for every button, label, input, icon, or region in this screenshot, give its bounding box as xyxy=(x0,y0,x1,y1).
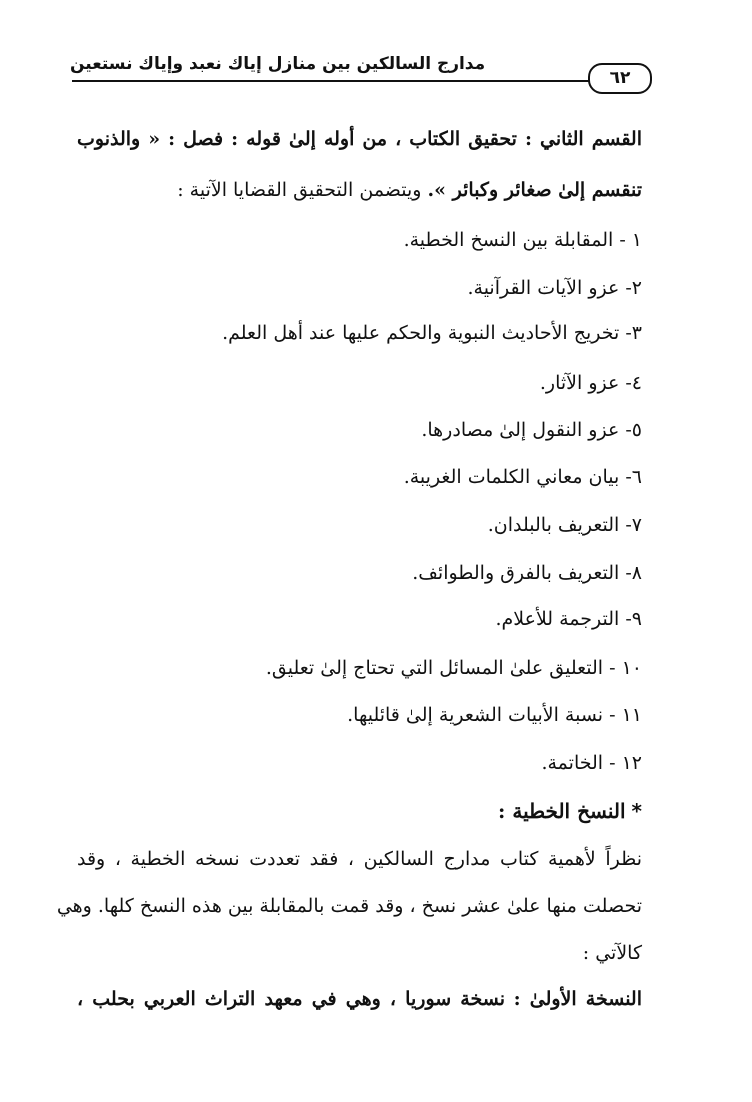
section-intro-description: ويتضمن التحقيق القضايا الآتية : xyxy=(177,179,428,201)
list-item-2: ٢- عزو الآيات القرآنية. xyxy=(467,277,642,299)
header-rule xyxy=(72,80,590,82)
section-intro-title-end: تنقسم إلىٰ صغائر وكبائر ». xyxy=(427,179,642,201)
first-copy-line xyxy=(77,988,642,1011)
page-number: ٦٢ xyxy=(609,68,631,88)
first-copy-text: نسخة سوريا ، وهي في معهد التراث العربي بحلب ، xyxy=(77,988,506,1010)
section-intro-line-1: القسم الثاني : تحقيق الكتاب ، من أوله إلىٰ قوله : فصل : « والذنوب xyxy=(77,128,642,150)
running-title: مدارج السالكين بين منازل إياك نعبد وإياك نستعين xyxy=(70,54,486,74)
list-item-4: ٤- عزو الآثار. xyxy=(539,372,642,394)
manuscripts-heading-text: النسخ الخطية : xyxy=(498,799,626,823)
list-item-8: ٨- التعريف بالفرق والطوائف. xyxy=(412,562,642,584)
manuscripts-paragraph-line-1: نظراً لأهمية كتاب مدارج السالكين ، فقد تعددت نسخه الخطية ، وقد xyxy=(77,848,642,870)
manuscripts-paragraph-line-2: تحصلت منها علىٰ عشر نسخ ، وقد قمت بالمقابلة بين هذه النسخ كلها. وهي xyxy=(56,895,642,917)
star-icon: * xyxy=(631,799,642,823)
section-intro-line-2 xyxy=(77,179,642,202)
first-copy-label: النسخة الأولىٰ : xyxy=(513,988,643,1010)
page-number-frame xyxy=(588,63,652,94)
list-item-10: ١٠ - التعليق علىٰ المسائل التي تحتاج إلىٰ تعليق. xyxy=(265,657,642,679)
list-item-1: ١ - المقابلة بين النسخ الخطية. xyxy=(403,229,642,251)
list-item-7: ٧- التعريف بالبلدان. xyxy=(487,514,642,536)
list-item-11: ١١ - نسبة الأبيات الشعرية إلىٰ قائليها. xyxy=(347,704,642,726)
list-item-3: ٣- تخريج الأحاديث النبوية والحكم عليها عند أهل العلم. xyxy=(222,322,642,344)
list-item-12: ١٢ - الخاتمة. xyxy=(541,752,642,774)
list-item-6: ٦- بيان معاني الكلمات الغريبة. xyxy=(403,466,642,488)
list-item-9: ٩- الترجمة للأعلام. xyxy=(495,608,642,630)
manuscripts-paragraph-line-3: كالآتي : xyxy=(582,942,642,964)
list-item-5: ٥- عزو النقول إلىٰ مصادرها. xyxy=(421,419,642,441)
manuscripts-heading xyxy=(498,799,642,823)
